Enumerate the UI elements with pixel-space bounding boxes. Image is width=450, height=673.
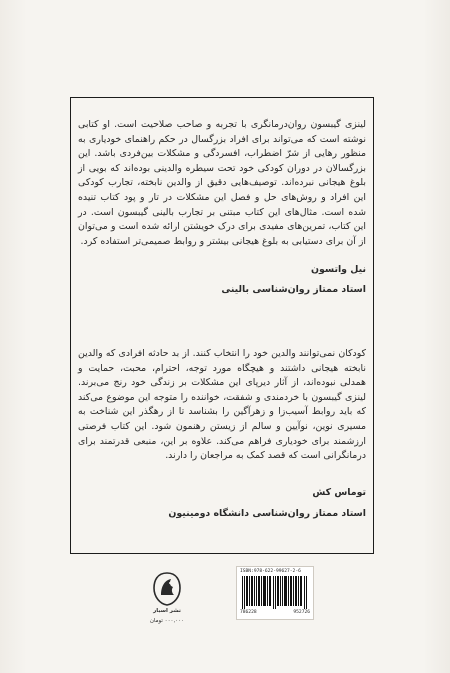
review-paragraph-1: لینزی گیبسون روان‌درمانگری با تجربه و صاحب صلاحیت است. او کتابی نوشته است که می‌تواند برای افراد بزرگسال در حکم راهنمای خودیاری به منظور رهایی از شرّ اضطراب، افسردگی و مشکلات بین‌فردی باشد. این بزرگسالان در دوران کودکی خود تحت سیطره والدینی بوده‌اند که بویی از بلوغ هیجانی نبرده‌اند. توصیف‌هایی دقیق از والدین نابخته، تجارب کودکی این افراد و روش‌های حل و فصل این مشکلات در تار و پود کتاب تنیده شده است. مثال‌های این کتاب مبتنی بر تجارب بالینی گیبسون است. در این کتاب، تمرین‌های مفیدی برای درک خویشتن ارائه شده است و می‌توان از آن برای دستیابی به بلوغ هیجانی بیشتر و روابط صمیمی‌تر استفاده کرد. <box>78 119 366 247</box>
review-author-1: نیل واتسون <box>311 264 366 275</box>
review-author-2: توماس کش <box>312 487 366 498</box>
review-text-2 <box>78 347 366 464</box>
price-label: ۰۰۰,۰۰۰ تومان <box>149 618 185 624</box>
barcode-digits-right: 952726 <box>293 610 310 615</box>
barcode <box>236 566 314 620</box>
review-author-role-1: استاد ممتاز روان‌شناسی بالینی <box>221 284 366 295</box>
isbn-label: ISBN:978-622-99627-2-6 <box>240 569 301 574</box>
barcode-digits-left: 786228 <box>240 610 257 615</box>
review-text-1 <box>78 118 366 249</box>
barcode-bars-icon <box>242 576 308 609</box>
barcode-digits <box>240 610 310 615</box>
review-paragraph-2: کودکان نمی‌توانند والدین خود را انتخاب کنند. از بد حادثه افرادی که والدین نابخته هیجانی داشتند و هیچگاه مورد توجه، احترام، محبت، حمایت و همدلی نبوده‌اند، از آثار دیرپای این مشکلات بر زندگی خود رنج می‌برند. لینزی گیبسون با خردمندی و شفقت، خواننده را متوجه این موضوع می‌کند که باید روابط آسیب‌زا و زهرآگین را بشناسد تا از رهگذر این شناخت به مسیری نوین، نوآیین و سالم از زیستن رهنمون شود. این کتاب فرصتی ارزشمند برای خودیاری فراهم می‌کند. علاوه بر این، منبعی قدرتمند برای درمانگرانی است که قصد کمک به مراجعان را دارند. <box>78 348 366 462</box>
publisher-name: نشر اسبار <box>153 608 181 614</box>
publisher-logo-icon <box>152 572 182 606</box>
review-author-role-2: استاد ممتاز روان‌شناسی دانشگاه دومینیون <box>168 508 366 519</box>
